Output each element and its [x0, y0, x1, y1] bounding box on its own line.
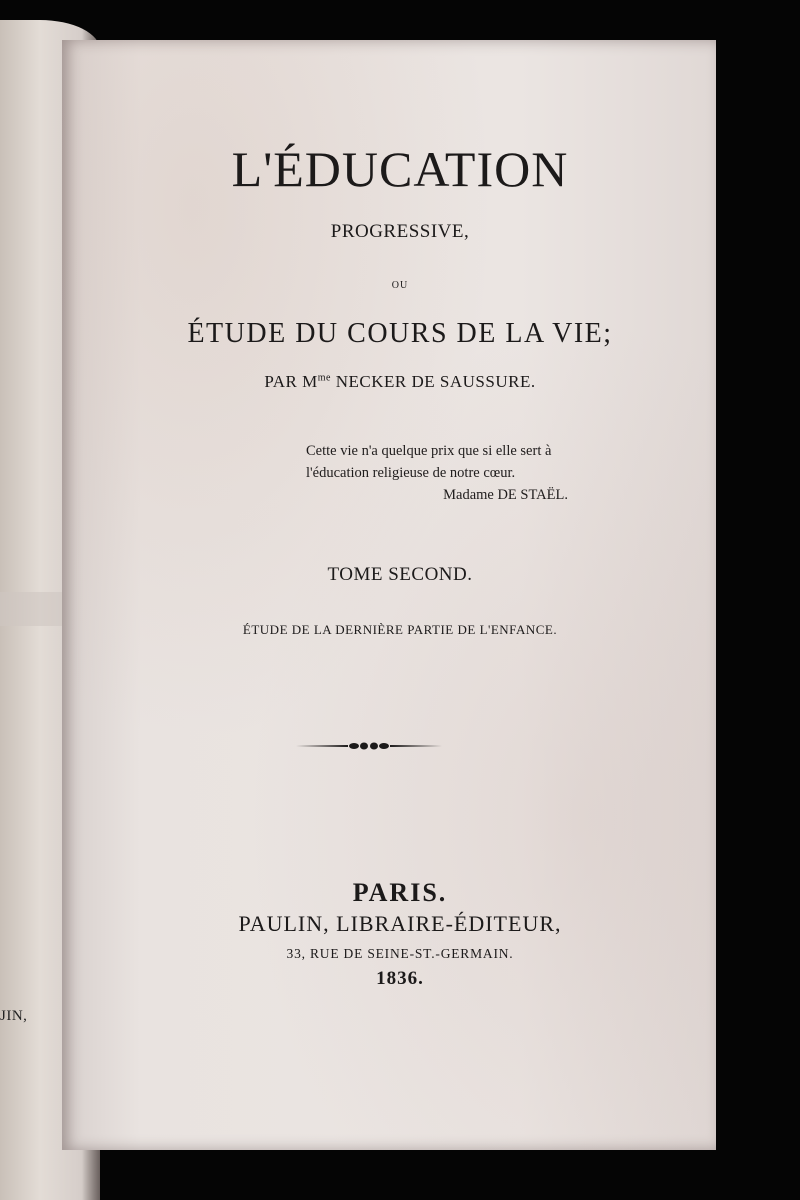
part-label: ÉTUDE DE LA DERNIÈRE PARTIE DE L'ENFANCE.: [242, 622, 558, 637]
left-page-text-fragment: JIN,: [0, 1008, 28, 1024]
author-prefix: PAR M: [264, 372, 318, 391]
epigraph-line-2: l'éducation religieuse de notre cœur.: [306, 465, 516, 481]
main-subtitle: ÉTUDE DU COURS DE LA VIE;: [187, 318, 613, 349]
volume-label: TOME SECOND.: [327, 564, 473, 585]
imprint-publisher: PAULIN, LIBRAIRE-ÉDITEUR,: [238, 911, 562, 936]
author-name: NECKER DE SAUSSURE.: [331, 372, 536, 391]
author-title-superscript: me: [317, 372, 331, 384]
imprint-year: 1836.: [376, 968, 424, 989]
ornament-divider-icon: [296, 738, 442, 754]
epigraph: [306, 440, 646, 506]
epigraph-line-1: Cette vie n'a quelque prix que si elle sert à: [306, 443, 552, 459]
imprint-address: 33, RUE DE SEINE-ST.-GERMAIN.: [286, 946, 514, 961]
author-line: [0, 372, 800, 392]
epigraph-attribution: Madame DE STAËL.: [443, 487, 568, 503]
book-title: L'ÉDUCATION: [231, 141, 569, 197]
conjunction-text: OU: [391, 280, 409, 291]
book-subtitle: PROGRESSIVE,: [330, 221, 470, 242]
imprint-city: PARIS.: [352, 878, 448, 907]
